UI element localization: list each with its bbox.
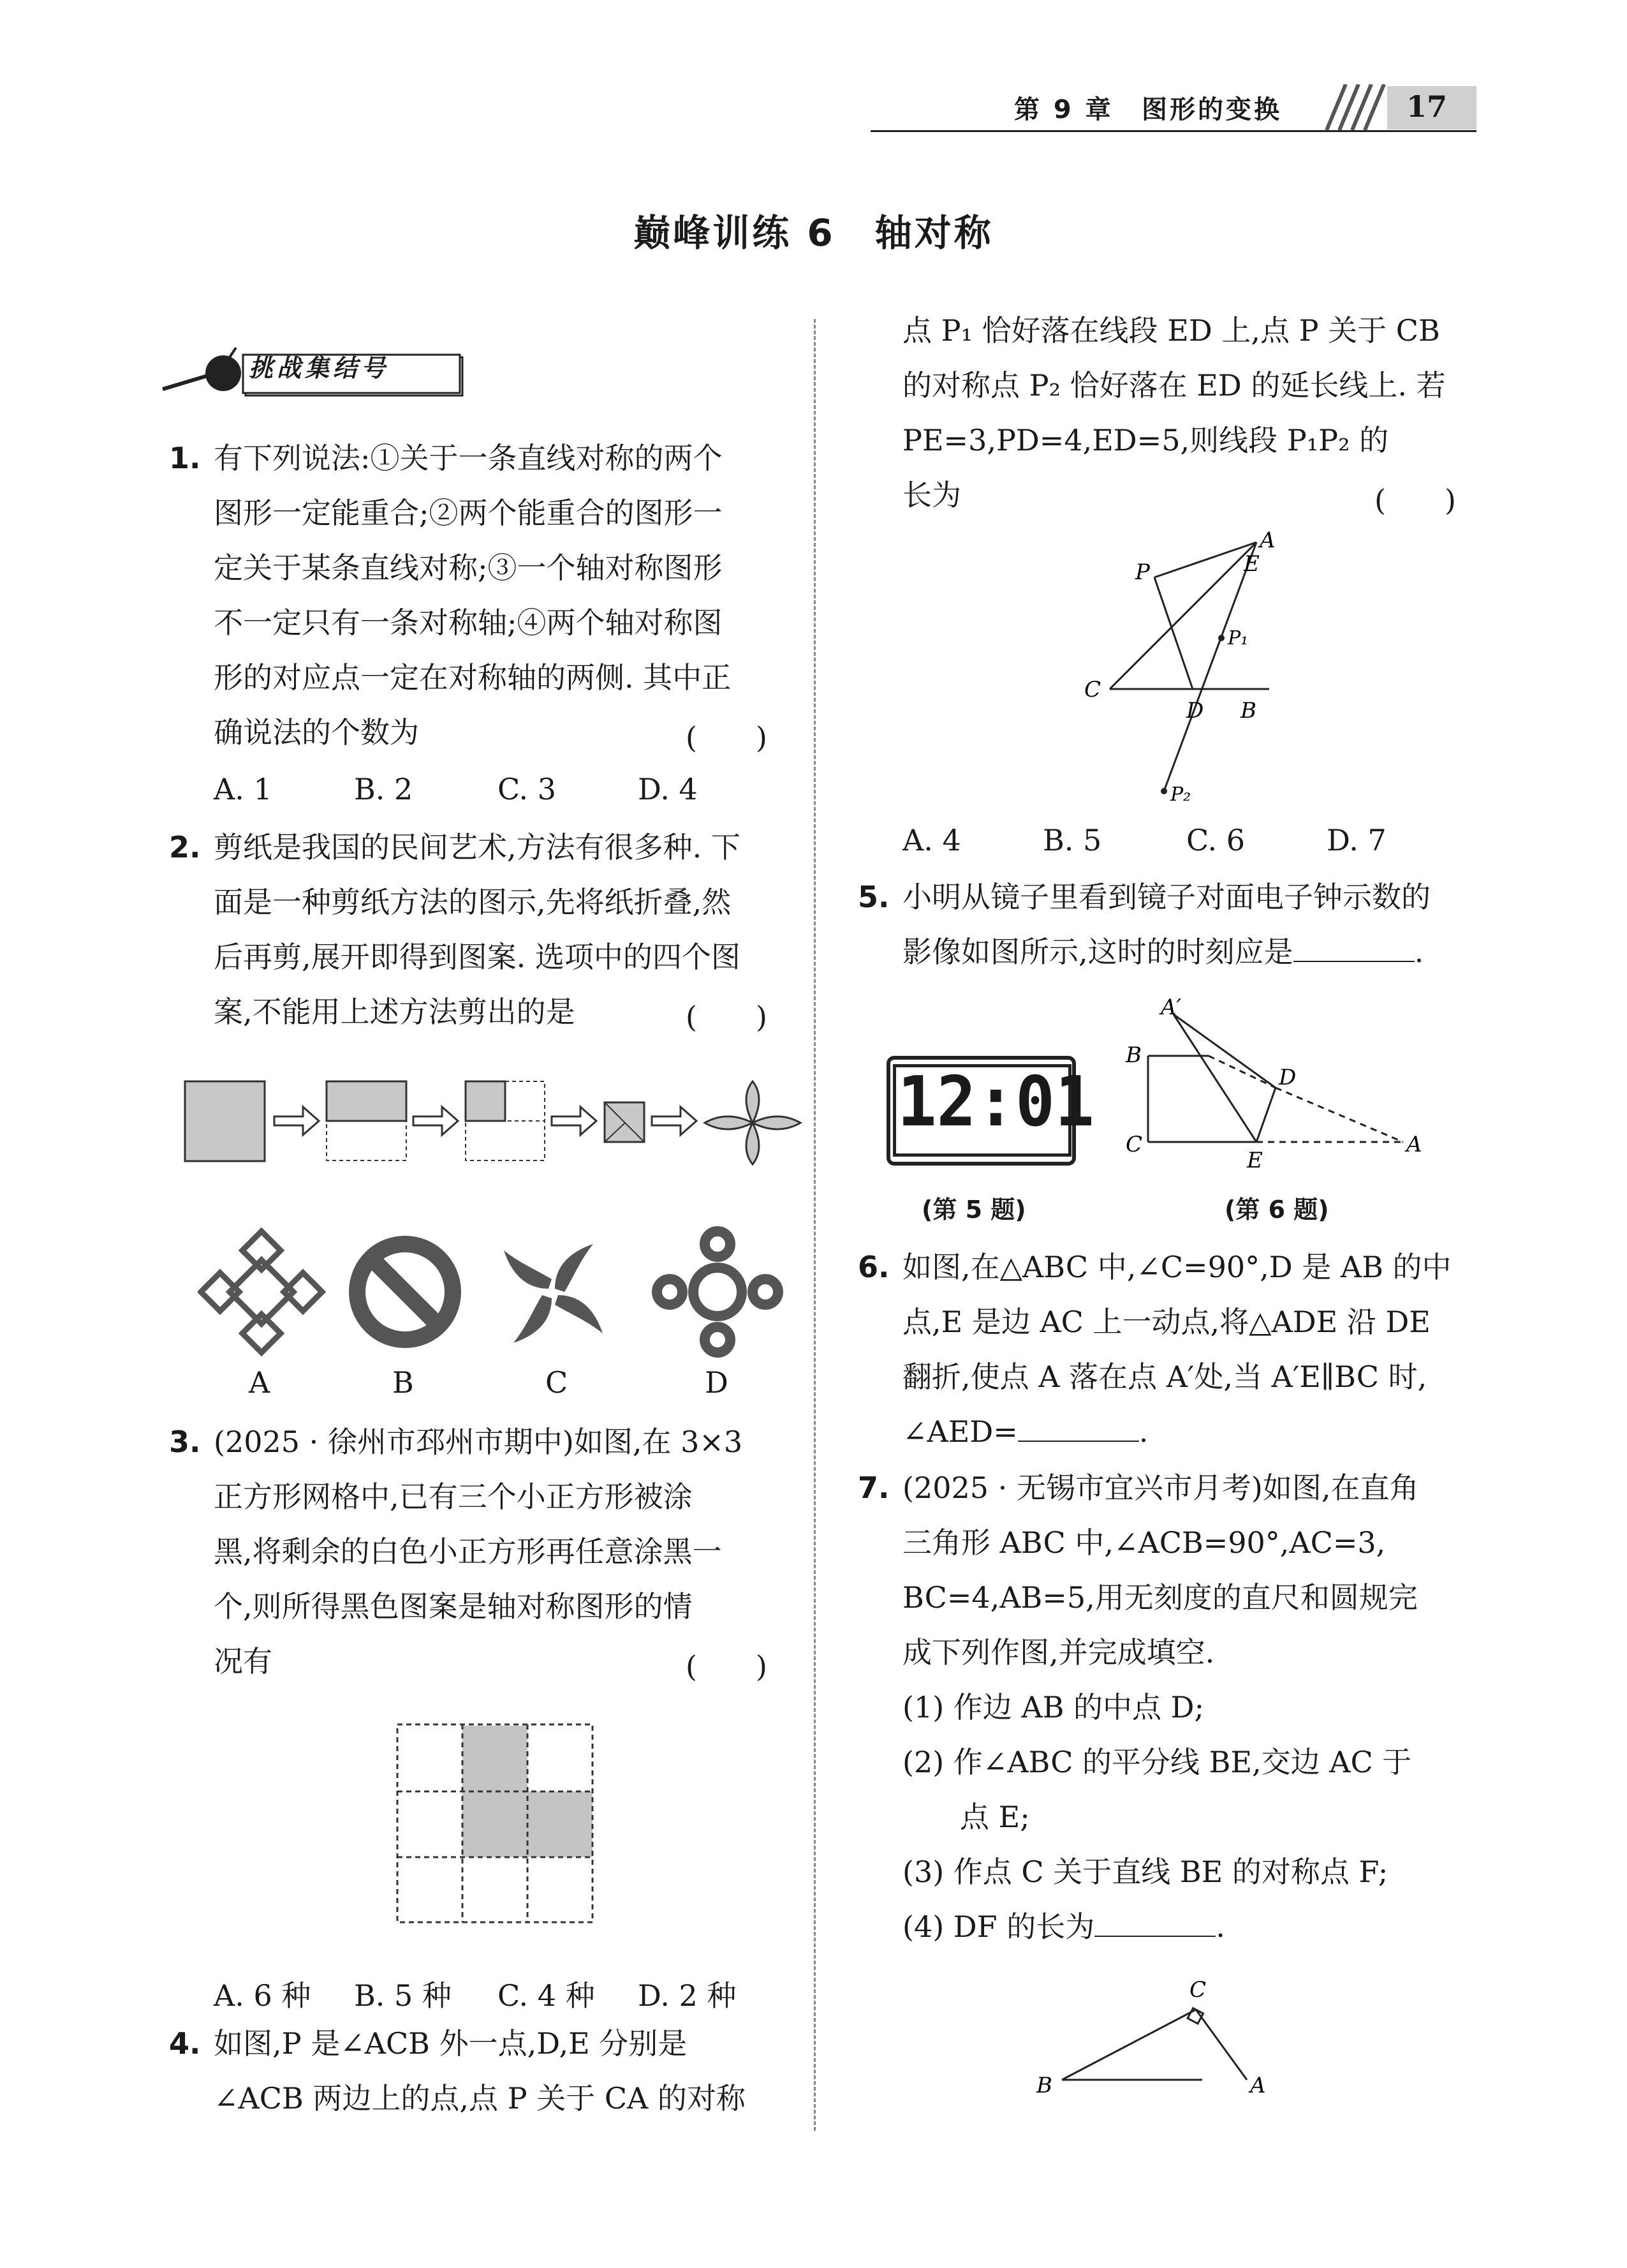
q4-option: A. 4 xyxy=(902,823,961,857)
challenge-badge-text: 挑战集结号 xyxy=(249,354,390,382)
q5-line-text: 影像如图所示,这时的时刻应是 xyxy=(902,935,1293,969)
q1-option: C. 3 xyxy=(497,772,557,806)
q7-label: C xyxy=(1189,1977,1207,2003)
q3-line: 正方形网格中,已有三个小正方形被涂 xyxy=(214,1479,693,1514)
q5-number: 5. xyxy=(858,880,890,914)
q6-caption: (第 6 题) xyxy=(1225,1196,1329,1224)
q2-option: A xyxy=(249,1365,270,1400)
page-number: 17 xyxy=(1406,89,1448,124)
q5-clock-digits: 12:01 xyxy=(897,1062,1094,1142)
q4-label: P₂ xyxy=(1170,783,1191,806)
q4-option: B. 5 xyxy=(1043,823,1102,857)
arrow-icon xyxy=(413,1107,458,1135)
q5-caption: (第 5 题) xyxy=(922,1196,1026,1224)
q7-sub-text: (4) DF 的长为 xyxy=(902,1909,1095,1944)
q7-answer-blank xyxy=(1094,1910,1216,1937)
chapter-label: 第 9 章 xyxy=(1014,95,1114,124)
header-stripes xyxy=(1314,84,1390,130)
q4-label: E xyxy=(1244,551,1260,577)
q7-label: B xyxy=(1036,2073,1052,2098)
q3-option: A. 6 种 xyxy=(214,1978,311,2013)
q4-line: PE=3,PD=4,ED=5,则线段 P₁P₂ 的 xyxy=(902,423,1389,457)
q6-label: C xyxy=(1126,1132,1143,1157)
q5-answer-blank xyxy=(1293,935,1415,962)
q4-line: 点 P₁ 恰好落在线段 ED 上,点 P 关于 CB xyxy=(902,313,1440,348)
q7-sub: (1) 作边 AB 的中点 D; xyxy=(902,1690,1205,1724)
q2-line: 案,不能用上述方法剪出的是 xyxy=(214,995,575,1029)
q7-sub-4: (4) DF 的长为 . xyxy=(902,1909,1225,1944)
q1-option: A. 1 xyxy=(214,772,272,806)
q3-option: C. 4 种 xyxy=(497,1978,595,2013)
q4-label: B xyxy=(1240,698,1256,723)
q6-line: 如图,在△ABC 中,∠C=90°,D 是 AB 的中 xyxy=(902,1250,1452,1284)
q6-line: 翻折,使点 A 落在点 A′处,当 A′E∥BC 时, xyxy=(902,1360,1427,1394)
q2-line: 后再剪,展开即得到图案. 选项中的四个图 xyxy=(214,940,740,974)
q1-answer-paren: ( ) xyxy=(686,720,767,755)
q6-label: B xyxy=(1126,1042,1142,1068)
q4-line: ∠ACB 两边上的点,点 P 关于 CA 的对称 xyxy=(214,2081,746,2116)
q4-line: 长为 xyxy=(902,478,961,512)
q7-label: A xyxy=(1250,2073,1266,2098)
q2-folding-diagram xyxy=(179,1072,810,1206)
bomb-icon xyxy=(205,355,241,391)
q1-line: 确说法的个数为 xyxy=(214,715,419,750)
q2-line: 面是一种剪纸方法的图示,先将纸折叠,然 xyxy=(214,885,732,919)
q7-number: 7. xyxy=(858,1471,890,1505)
q3-line: (2025 · 徐州市邳州市期中)如图,在 3×3 xyxy=(214,1425,743,1459)
q2-number: 2. xyxy=(169,830,201,864)
q2-option: B xyxy=(392,1365,414,1400)
q4-label: P₁ xyxy=(1228,627,1249,649)
q7-sub: (3) 作点 C 关于直线 BE 的对称点 F; xyxy=(902,1855,1388,1889)
q4-option: C. 6 xyxy=(1186,823,1246,857)
q6-label: A xyxy=(1406,1132,1422,1157)
q5-line: 影像如图所示,这时的时刻应是 . xyxy=(902,935,1424,969)
q6-line-text: ∠AED= xyxy=(902,1414,1018,1449)
q6-label: D xyxy=(1279,1065,1297,1090)
q4-label: D xyxy=(1186,698,1204,723)
arrow-icon xyxy=(652,1107,696,1135)
arrow-icon xyxy=(552,1107,596,1135)
q1-line: 有下列说法:①关于一条直线对称的两个 xyxy=(214,441,723,475)
q1-line: 定关于某条直线对称;③一个轴对称图形 xyxy=(214,551,723,585)
arrow-icon xyxy=(274,1107,319,1135)
q2-figure-a xyxy=(201,1231,322,1353)
q2-figure-c xyxy=(504,1244,603,1343)
q4-line: 的对称点 P₂ 恰好落在 ED 的延长线上. 若 xyxy=(902,368,1446,403)
page-title: 巅峰训练 6 轴对称 xyxy=(633,211,994,255)
q6-number: 6. xyxy=(858,1250,890,1284)
q3-line: 个,则所得黑色图案是轴对称图形的情 xyxy=(214,1589,693,1624)
q5-line: 小明从镜子里看到镜子对面电子钟示数的 xyxy=(902,880,1431,914)
q4-label: A xyxy=(1260,530,1276,553)
q7-line: 三角形 ABC 中,∠ACB=90°,AC=3, xyxy=(902,1525,1386,1560)
q1-option: D. 4 xyxy=(638,772,698,806)
q6-answer-blank xyxy=(1018,1415,1139,1442)
q7-sub: (2) 作∠ABC 的平分线 BE,交边 AC 于 xyxy=(902,1745,1412,1779)
q1-line: 图形一定能重合;②两个能重合的图形一 xyxy=(214,496,723,530)
q3-option: B. 5 种 xyxy=(354,1978,452,2013)
q2-option-figures xyxy=(198,1225,810,1365)
q7-diagram xyxy=(1027,1965,1295,2105)
q3-number: 3. xyxy=(169,1425,201,1459)
q1-number: 1. xyxy=(169,441,201,475)
q3-grid xyxy=(395,1723,600,1927)
q4-option: D. 7 xyxy=(1327,823,1387,857)
q4-label: P xyxy=(1135,560,1150,585)
q4-number: 4. xyxy=(169,2026,201,2061)
column-divider xyxy=(814,319,816,2131)
point-p2 xyxy=(1161,788,1167,794)
q6-label: A′ xyxy=(1161,995,1182,1020)
q4-label: C xyxy=(1084,677,1101,702)
q2-line: 剪纸是我国的民间艺术,方法有很多种. 下 xyxy=(214,830,740,864)
q7-line: (2025 · 无锡市宜兴市月考)如图,在直角 xyxy=(902,1471,1419,1505)
q1-line: 不一定只有一条对称轴;④两个轴对称图 xyxy=(214,605,723,640)
q2-option: D xyxy=(705,1365,728,1400)
q7-sub: 点 E; xyxy=(960,1800,1030,1834)
point-p1 xyxy=(1218,635,1225,641)
q2-figure-b xyxy=(357,1244,453,1340)
q2-answer-paren: ( ) xyxy=(686,1000,767,1034)
q3-option: D. 2 种 xyxy=(638,1978,737,2013)
header-rule xyxy=(871,130,1476,132)
q7-line: BC=4,AB=5,用无刻度的直尺和圆规完 xyxy=(902,1580,1418,1615)
q6-diagram xyxy=(1123,995,1454,1212)
q3-line: 黑,将剩余的白色小正方形再任意涂黑一 xyxy=(214,1534,722,1569)
q2-option: C xyxy=(545,1365,568,1400)
chapter-title: 图形的变换 xyxy=(1142,95,1282,124)
q1-line: 形的对应点一定在对称轴的两侧. 其中正 xyxy=(214,660,732,695)
q7-line: 成下列作图,并完成填空. xyxy=(902,1635,1215,1670)
q6-line: 点,E 是边 AC 上一动点,将△ADE 沿 DE xyxy=(902,1305,1431,1339)
q3-line: 况有 xyxy=(214,1644,272,1679)
q4-line: 如图,P 是∠ACB 外一点,D,E 分别是 xyxy=(214,2026,688,2061)
q4-answer-paren: ( ) xyxy=(1374,483,1456,517)
q1-option: B. 2 xyxy=(354,772,413,806)
q2-figure-d xyxy=(657,1231,778,1353)
q6-label: E xyxy=(1247,1148,1263,1173)
q3-answer-paren: ( ) xyxy=(686,1649,767,1684)
q4-diagram xyxy=(1071,530,1301,810)
q6-line: ∠AED= . xyxy=(902,1414,1149,1449)
